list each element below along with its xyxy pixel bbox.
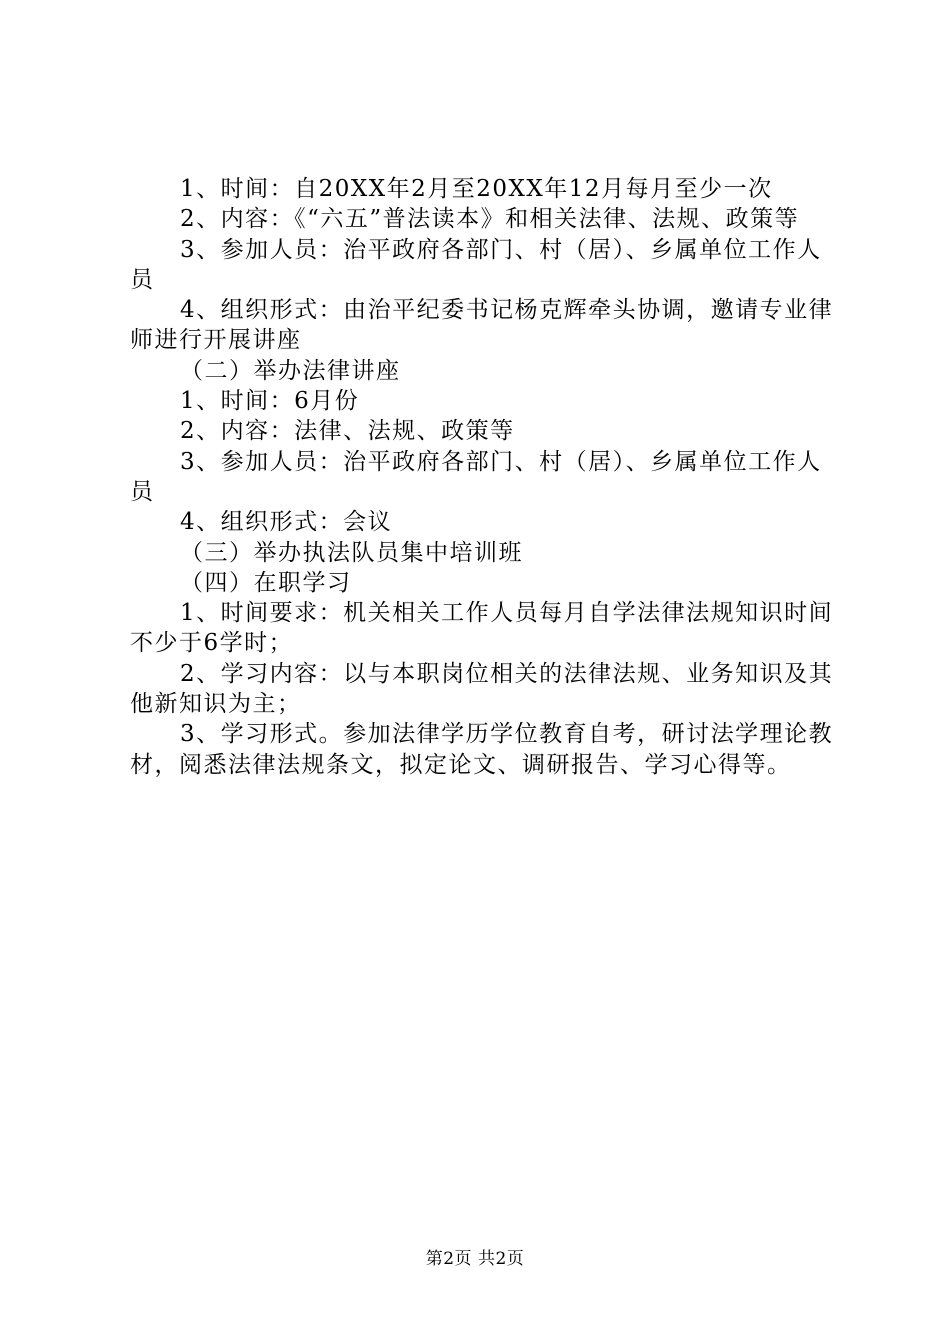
section-heading-training: （三）举办执法队员集中培训班 <box>180 539 523 566</box>
section-heading-study: （四）在职学习 <box>180 569 352 596</box>
document-body <box>130 174 840 780</box>
paragraph-organization: 4、组织形式：由治平纪委书记杨克辉牵头协调，邀请专业律师进行开展讲座 <box>130 297 834 354</box>
paragraph-participants: 3、参加人员：治平政府各部门、村（居）、乡属单位工作人员 <box>130 236 822 293</box>
section-heading-lecture: （二）举办法律讲座 <box>180 357 401 384</box>
paragraph-lecture-participants: 3、参加人员：治平政府各部门、村（居）、乡属单位工作人员 <box>130 448 822 505</box>
paragraph-study-time: 1、时间要求：机关相关工作人员每月自学法律法规知识时间不少于6学时； <box>130 600 834 657</box>
paragraph-study-form: 3、学习形式。参加法律学历学位教育自考，研讨法学理论教材，阅悉法律法规条文，拟定论文、调研报告、学习心得等。 <box>130 721 834 778</box>
paragraph-lecture-content: 2、内容：法律、法规、政策等 <box>180 418 515 445</box>
paragraph-time: 1、时间：自20XX年2月至20XX年12月每月至少一次 <box>180 176 773 202</box>
page-number-footer: 第2页 共2页 <box>425 1249 525 1269</box>
paragraph-lecture-organization: 4、组织形式：会议 <box>180 509 393 536</box>
paragraph-lecture-time: 1、时间：6月份 <box>180 388 360 415</box>
paragraph-content: 2、内容：《“六五”普法读本》和相关法律、法规、政策等 <box>180 206 800 233</box>
paragraph-study-content: 2、学习内容：以与本职岗位相关的法律法规、业务知识及其他新知识为主； <box>130 660 834 718</box>
